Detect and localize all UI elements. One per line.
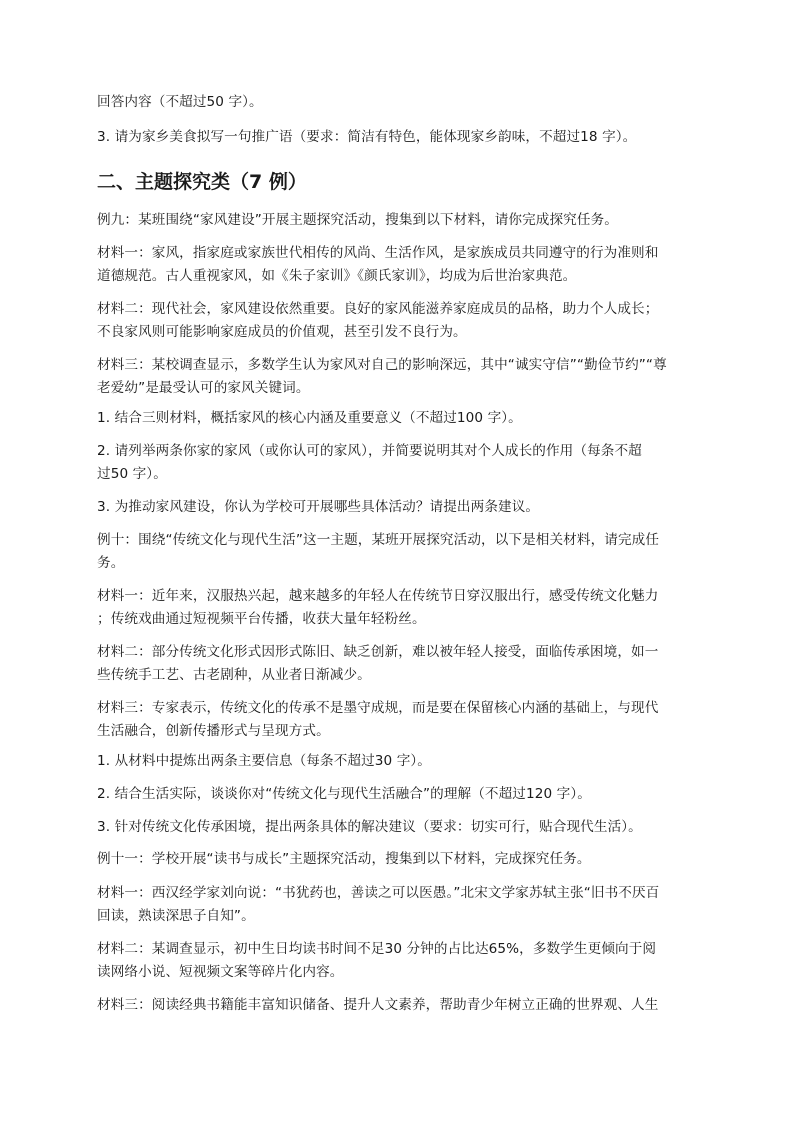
example-10-intro-line-1: 例十：围绕“传统文化与现代生活”这一主题，某班开展探究活动，以下是相关材料，请完成任 <box>97 532 660 548</box>
example-10-intro-line-2: 务。 <box>97 555 125 571</box>
answer-length-note: 回答内容（不超过50 字）。 <box>97 94 263 110</box>
material-1-line-2: 道德规范。古人重视家风，如《朱子家训》《颜氏家训》，均成为后世治家典范。 <box>97 268 577 284</box>
material-3-line-2: 生活融合，创新传播形式与呈现方式。 <box>97 723 330 739</box>
question-1: 1. 结合三则材料，概括家风的核心内涵及重要意义（不超过100 字）。 <box>97 410 522 426</box>
example-11-intro: 例十一：学校开展“读书与成长”主题探究活动，搜集到以下材料，完成探究任务。 <box>97 851 591 867</box>
material-1-line-1: 材料一：西汉经学家刘向说：“书犹药也，善读之可以医愚。”北宋文学家苏轼主张“旧书不厌百 <box>97 885 660 901</box>
question-2-line-1: 2. 请列举两条你家的家风（或你认可的家风），并简要说明其对个人成长的作用（每条不超 <box>97 443 642 459</box>
question-1: 1. 从材料中提炼出两条主要信息（每条不超过30 字）。 <box>97 753 431 769</box>
material-1-line-2: ；传统戏曲通过短视频平台传播，收获大量年轻粉丝。 <box>97 611 426 627</box>
material-3-line-1: 材料三：阅读经典书籍能丰富知识储备、提升人文素养，帮助青少年树立正确的世界观、人生 <box>97 997 659 1013</box>
material-2-line-1: 材料二：现代社会，家风建设依然重要。良好的家风能滋养家庭成员的品格，助力个人成长； <box>97 301 659 317</box>
question-3: 3. 为推动家风建设，你认为学校可开展哪些具体活动？请提出两条建议。 <box>97 499 540 515</box>
material-2-line-1: 材料二：某调查显示，初中生日均读书时间不足30 分钟的占比达65%，多数学生更倾向于阅 <box>97 941 657 957</box>
material-1-line-2: 回读，熟读深思子自知”。 <box>97 908 255 924</box>
material-3-line-1: 材料三：专家表示，传统文化的传承不是墨守成规，而是要在保留核心内涵的基础上，与现代 <box>97 700 659 716</box>
section-heading: 二、主题探究类（7 例） <box>97 171 307 193</box>
example-9-intro: 例九：某班围绕“家风建设”开展主题探究活动，搜集到以下材料，请你完成探究任务。 <box>97 212 618 228</box>
material-2-line-1: 材料二：部分传统文化形式因形式陈旧、缺乏创新，难以被年轻人接受，面临传承困境，如一 <box>97 644 659 660</box>
material-2-line-2: 不良家风则可能影响家庭成员的价值观，甚至引发不良行为。 <box>97 324 467 340</box>
material-2-line-2: 些传统手工艺、古老剧种，从业者日渐减少。 <box>97 667 371 683</box>
question-2: 2. 结合生活实际，谈谈你对“传统文化与现代生活融合”的理解（不超过120 字）。 <box>97 786 591 802</box>
question-3-slogan: 3. 请为家乡美食拟写一句推广语（要求：简洁有特色，能体现家乡韵味，不超过18 字）。 <box>97 129 637 145</box>
material-1-line-1: 材料一：家风，指家庭或家族世代相传的风尚、生活作风，是家族成员共同遵守的行为准则和 <box>97 245 659 261</box>
question-2-line-2: 过50 字）。 <box>97 466 167 482</box>
material-3-line-2: 老爱幼”是最受认可的家风关键词。 <box>97 380 310 396</box>
material-1-line-1: 材料一：近年来，汉服热兴起，越来越多的年轻人在传统节日穿汉服出行，感受传统文化魅力 <box>97 588 659 604</box>
question-3: 3. 针对传统文化传承困境，提出两条具体的解决建议（要求：切实可行，贴合现代生活）。 <box>97 819 642 835</box>
material-3-line-1: 材料三：某校调查显示，多数学生认为家风对自己的影响深远，其中“诚实守信”“勤俭节约”“尊 <box>97 357 667 373</box>
material-2-line-2: 读网络小说、短视频文案等碎片化内容。 <box>97 964 344 980</box>
